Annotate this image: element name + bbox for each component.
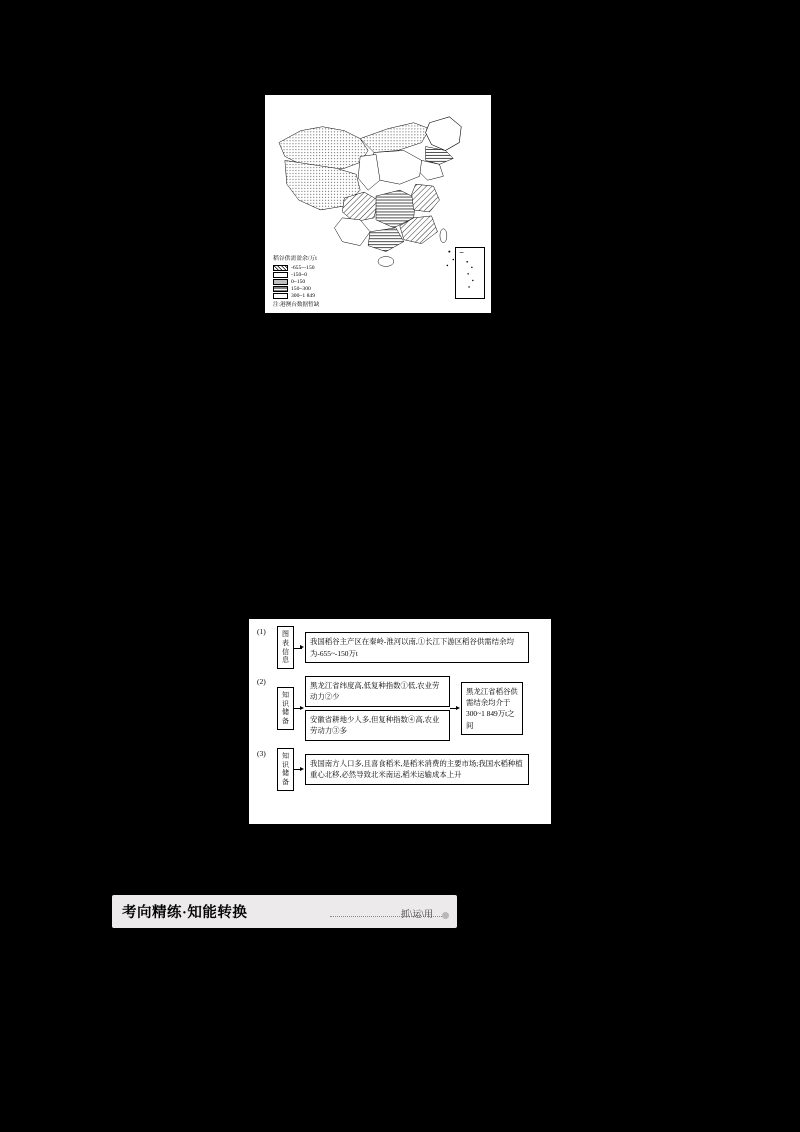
flow-panel: 我国稻谷主产区在秦岭-淮河以南,①长江下游区稻谷供需结余均为-655~-150万t: [305, 632, 529, 663]
china-rice-map-figure: [264, 94, 492, 314]
flow-tag-line: 图表: [282, 630, 289, 647]
flow-tag-line: 储备: [282, 769, 289, 787]
flow-arrow-icon: [294, 644, 305, 652]
section-title: 考向精练·知能转换: [122, 905, 248, 921]
flow-row-3: [257, 748, 543, 791]
legend-item-label: -150~0: [291, 271, 308, 278]
inset-svg: [456, 248, 484, 298]
flow-row-1: [257, 626, 543, 669]
flow-panel: 黑龙江省纬度高,低复种指数①低,农业劳动力②少: [305, 676, 450, 707]
flow-tag-line: 知识: [282, 690, 289, 708]
map-legend: [273, 255, 381, 309]
flow-arrow-icon: [294, 704, 305, 712]
legend-item-label: 150~300: [291, 285, 311, 292]
legend-swatch-blank-icon: [273, 272, 288, 278]
flow-arrow-icon: [450, 704, 461, 712]
legend-item: [273, 278, 381, 285]
south-china-sea-inset: [455, 247, 485, 299]
section-banner: [112, 895, 457, 928]
flow-row-2: [257, 676, 543, 741]
banner-bullet-icon: [442, 912, 449, 919]
legend-swatch-dotted-icon: [273, 279, 288, 285]
legend-title: 稻谷供需盈余/万t: [273, 256, 317, 262]
legend-item-label: 300~1 849: [291, 292, 316, 299]
flow-panel-stack: [305, 676, 450, 741]
flow-row-number: (2): [257, 677, 266, 686]
legend-item-label: 0~150: [291, 278, 306, 285]
legend-item: [273, 285, 381, 292]
flow-tag-line: 知识: [282, 751, 289, 769]
flow-arrow-icon: [294, 765, 305, 773]
legend-item: [273, 264, 381, 271]
legend-item: [273, 271, 381, 278]
legend-swatch-diagonal-hatch-icon: [273, 265, 288, 271]
flow-panel: 安徽省耕地少人多,但复种指数④高,农业劳动力③多: [305, 710, 450, 741]
flow-panel: 我国南方人口多,且喜食稻米,是稻米消费的主要市场;我国水稻种植重心北移,必然导致北米南运,稻米运输成本上升: [305, 754, 529, 785]
legend-item: [273, 292, 381, 299]
legend-swatch-horizontal-hatch-icon: [273, 286, 288, 292]
flow-tag-line: 信息: [282, 647, 289, 665]
flow-row-number: (1): [257, 627, 266, 636]
flow-row-tag: [277, 748, 294, 791]
legend-note: 注:港澳台数据暂缺: [273, 301, 320, 308]
section-subtitle: 抓\运\用: [400, 909, 433, 919]
flow-row-tag: [277, 687, 294, 730]
answer-flow-box: [248, 618, 552, 825]
legend-swatch-white-icon: [273, 293, 288, 299]
legend-item-label: -655~-150: [291, 264, 315, 271]
flow-tag-line: 储备: [282, 708, 289, 726]
flow-panel: 黑龙江省稻谷供需结余均介于300~1 849万t之间: [461, 682, 523, 736]
flow-row-number: (3): [257, 748, 266, 758]
flow-row-tag: [277, 626, 294, 669]
